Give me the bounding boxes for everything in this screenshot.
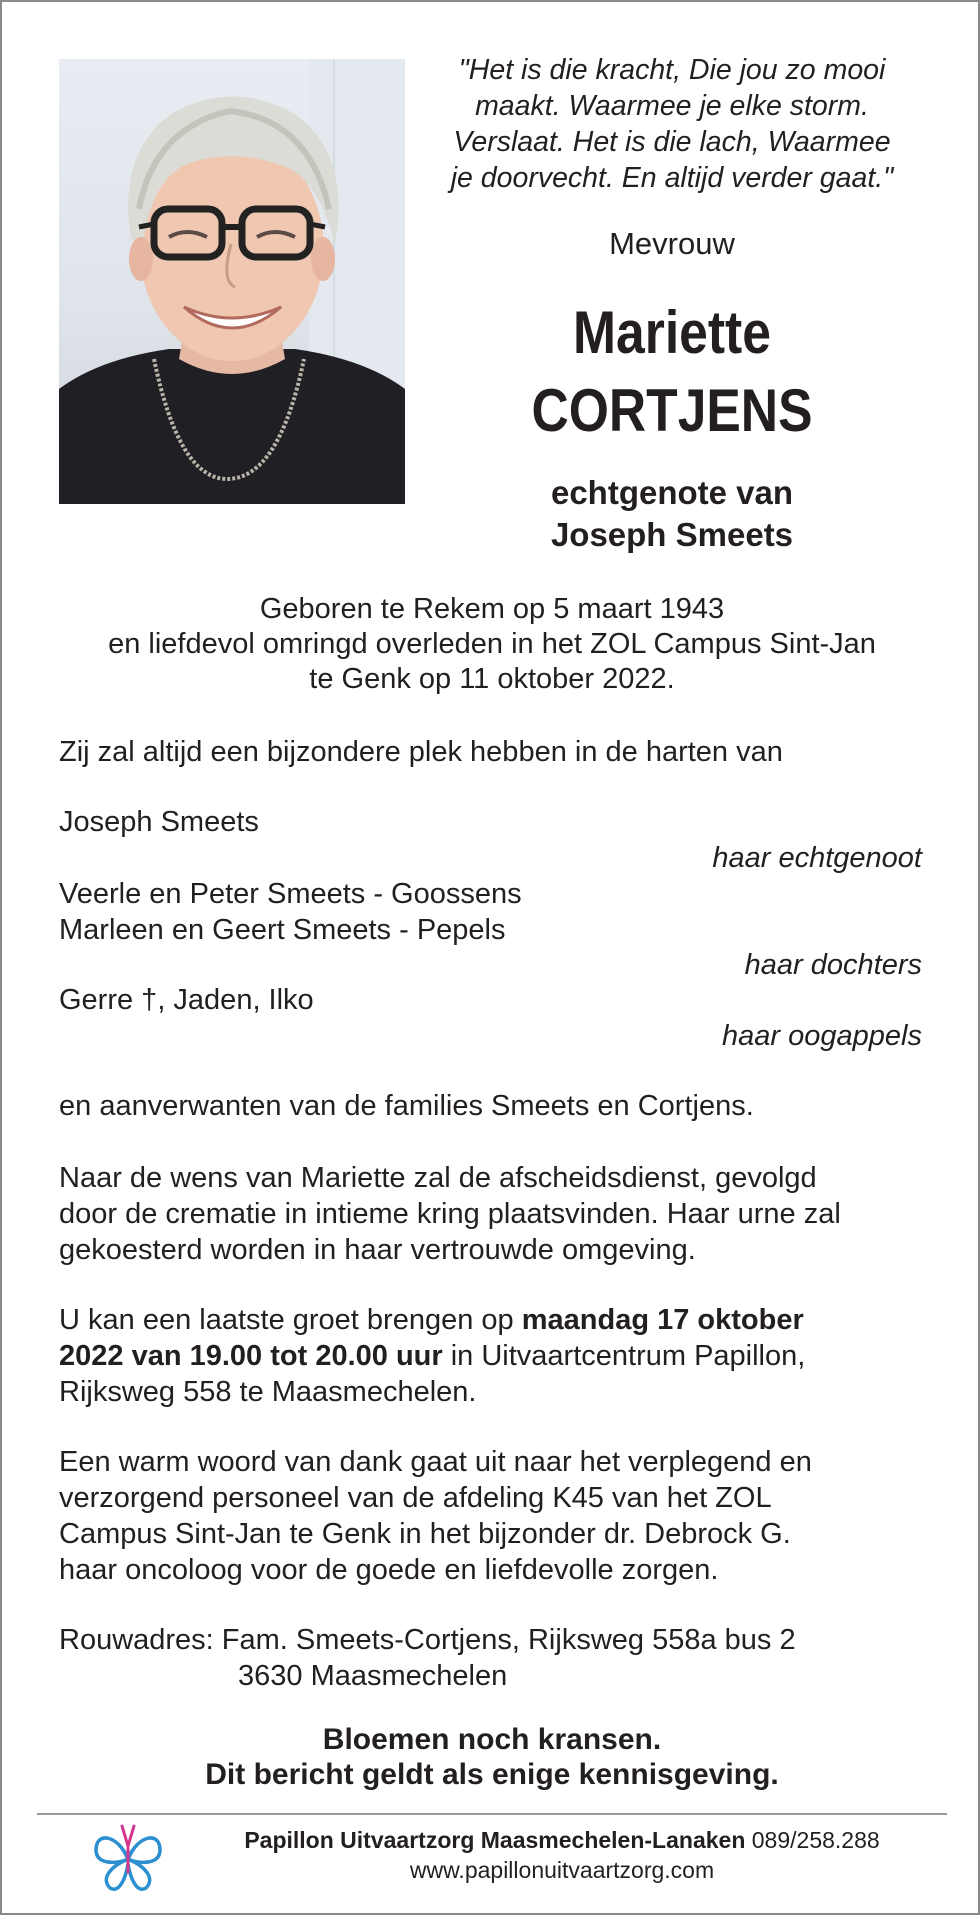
first-name: Mariette <box>573 299 771 366</box>
thanks-line: verzorgend personeel van de afdeling K45 van het ZOL <box>59 1482 772 1514</box>
quote-line: je doorvecht. En altijd verder gaat." <box>450 162 894 194</box>
family-spouse-role: haar echtgenoot <box>712 842 922 874</box>
portrait-illustration <box>59 59 405 504</box>
memorial-quote <box>422 52 922 196</box>
footer-divider <box>37 1813 947 1815</box>
closing-line: Dit bericht geldt als enige kennisgeving. <box>205 1758 779 1791</box>
birth-line: Geboren te Rekem op 5 maart 1943 <box>259 593 725 625</box>
visitation-location: in Uitvaartcentrum Papillon, <box>442 1340 806 1372</box>
deceased-name <box>457 294 887 450</box>
visitation-line-2 <box>59 1338 805 1374</box>
wishes-line: gekoesterd worden in haar vertrouwde omgeving. <box>59 1234 696 1266</box>
funeral-home-website[interactable]: www.papillonuitvaartzorg.com <box>409 1857 715 1883</box>
relation-line: Joseph Smeets <box>550 516 794 553</box>
thanks-message <box>59 1444 812 1588</box>
wishes-line: Naar de wens van Mariette zal de afscheidsdienst, gevolgd <box>59 1162 817 1194</box>
visitation-info <box>59 1302 805 1410</box>
family-relatives: en aanverwanten van de families Smeets en Cortjens. <box>59 1090 754 1122</box>
visitation-date: maandag 17 oktober <box>521 1304 804 1336</box>
visitation-prefix: U kan een laatste groet brengen op <box>59 1304 522 1336</box>
funeral-home-phone: 089/258.288 <box>745 1827 880 1853</box>
quote-line: maakt. Waarmee je elke storm. <box>475 90 869 122</box>
family-grandchildren-role: haar oogappels <box>722 1020 922 1052</box>
portrait-photo <box>59 59 405 504</box>
closing-statement <box>2 1722 980 1792</box>
thanks-line: Campus Sint-Jan te Genk in het bijzonder dr. Debrock G. <box>59 1518 791 1550</box>
quote-line: "Het is die kracht, Die jou zo mooi <box>458 54 886 86</box>
visitation-time: 2022 van 19.00 tot 20.00 uur <box>59 1340 443 1372</box>
family-daughters-role: haar dochters <box>744 949 922 981</box>
visitation-line-3: Rijksweg 558 te Maasmechelen. <box>59 1376 477 1408</box>
last-name: CORTJENS <box>531 377 813 444</box>
funeral-home-name: Papillon Uitvaartzorg Maasmechelen-Lanaken <box>244 1827 746 1853</box>
family-intro: Zij zal altijd een bijzondere plek hebben in de harten van <box>59 736 783 768</box>
quote-line: Verslaat. Het is die lach, Waarmee <box>453 126 891 158</box>
thanks-line: Een warm woord van dank gaat uit naar het verplegend en <box>59 1446 812 1478</box>
farewell-wishes <box>59 1160 841 1268</box>
relation-line: echtgenote van <box>550 474 794 511</box>
family-daughter-1: Veerle en Peter Smeets - Goossens <box>59 878 522 910</box>
family-grandchildren: Gerre †, Jaden, Ilko <box>59 984 314 1016</box>
salutation: Mevrouw <box>609 226 735 261</box>
family-daughter-2: Marleen en Geert Smeets - Pepels <box>59 914 506 946</box>
family-spouse-name: Joseph Smeets <box>59 806 259 838</box>
birth-line: en liefdevol omringd overleden in het ZOL Campus Sint-Jan <box>108 628 876 660</box>
funeral-home-footer <box>172 1825 952 1885</box>
funeral-home-contact <box>172 1825 952 1855</box>
mourning-address-line-1: Rouwadres: Fam. Smeets-Cortjens, Rijksweg 558a bus 2 <box>59 1624 796 1656</box>
butterfly-logo-icon <box>90 1820 166 1896</box>
birth-line: te Genk op 11 oktober 2022. <box>309 663 675 695</box>
spouse-relation <box>422 472 922 556</box>
thanks-line: haar oncoloog voor de goede en liefdevolle zorgen. <box>59 1554 719 1586</box>
wishes-line: door de crematie in intieme kring plaatsvinden. Haar urne zal <box>59 1198 841 1230</box>
closing-line: Bloemen noch kransen. <box>322 1723 662 1756</box>
visitation-line-1 <box>59 1302 805 1338</box>
mourning-address-line-2: 3630 Maasmechelen <box>238 1660 508 1692</box>
birth-death-info <box>2 592 980 697</box>
